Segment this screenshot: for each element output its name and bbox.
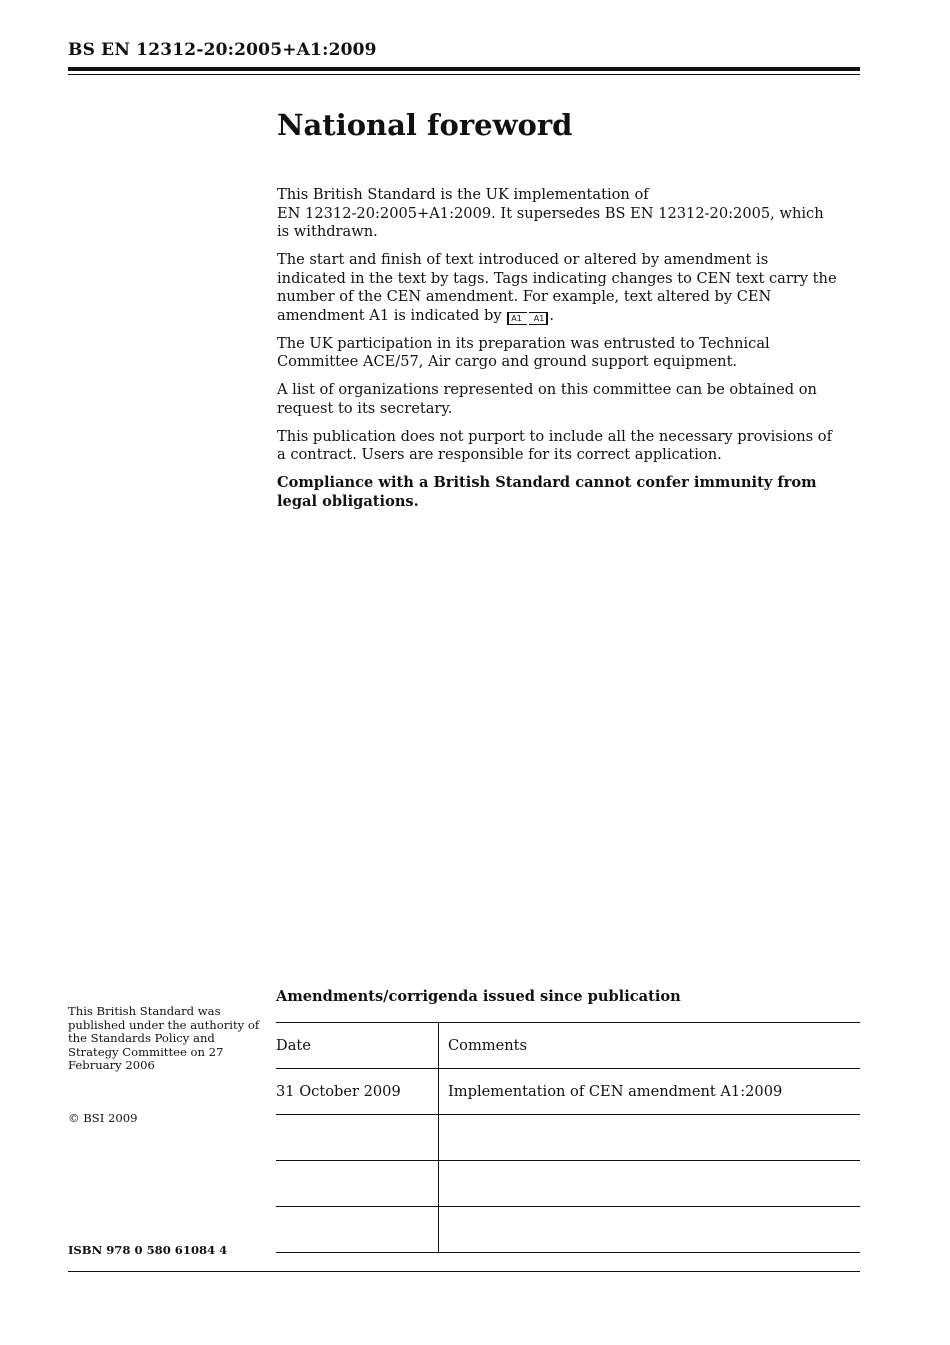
paragraph-implementation: This British Standard is the UK implementation of EN 12312-20:2005+A1:2009. It supersedes BS EN 12312-20:2005, which is withdrawn. [277, 186, 824, 240]
table-cell-date [276, 1161, 439, 1207]
paragraph-committee: The UK participation in its preparation was entrusted to Technical Committee ACE/57, Air cargo and ground support equipment. [277, 334, 770, 370]
table-row [276, 1115, 860, 1161]
amendment-tag-open-icon: A1 [507, 312, 527, 325]
amendment-tag-close-icon: A1 [529, 312, 549, 325]
header-rule-thick [68, 67, 860, 71]
paragraph-disclaimer: This publication does not purport to include all the necessary provisions of a contract. Users are responsible for its correct application. [277, 427, 832, 463]
table-row [276, 1069, 860, 1115]
publication-note: This British Standard was published under the authority of the Standards Policy and Strategy Committee on 27 February 2006 [68, 1004, 260, 1072]
page-title: National foreword [277, 108, 573, 142]
table-cell-comment: Implementation of CEN amendment A1:2009 [439, 1069, 861, 1115]
table-cell-comment [439, 1115, 861, 1161]
foreword-body [277, 186, 837, 521]
table-header-row [276, 1023, 860, 1069]
document-id: BS EN 12312-20:2005+A1:2009 [68, 40, 377, 60]
paragraph-organizations: A list of organizations represented on this committee can be obtained on request to its secretary. [277, 381, 817, 417]
copyright-notice: © BSI 2009 [68, 1111, 138, 1125]
table-cell-comment [439, 1161, 861, 1207]
isbn: ISBN 978 0 580 61084 4 [68, 1243, 228, 1257]
table-cell-date [276, 1207, 439, 1253]
table-header-comments: Comments [439, 1023, 861, 1069]
paragraph-compliance: Compliance with a British Standard cannot confer immunity from legal obligations. [277, 474, 817, 510]
table-row [276, 1161, 860, 1207]
footer-rule [68, 1271, 860, 1272]
table-cell-date [276, 1115, 439, 1161]
table-header-date: Date [276, 1023, 439, 1069]
paragraph-tags: The start and finish of text introduced or altered by amendment is indicated in the text by tags. Tags indicating changes to CEN text carry the number of the CEN amendment. For example, text altered by CEN amendment A1 is indicated by A1 A1 . [277, 251, 837, 324]
table-row [276, 1207, 860, 1253]
table-cell-comment [439, 1207, 861, 1253]
table-cell-date: 31 October 2009 [276, 1069, 439, 1115]
amendments-table [276, 1022, 860, 1253]
amendments-title: Amendments/corrigenda issued since publication [276, 988, 681, 1005]
header-rule-thin [68, 74, 860, 75]
